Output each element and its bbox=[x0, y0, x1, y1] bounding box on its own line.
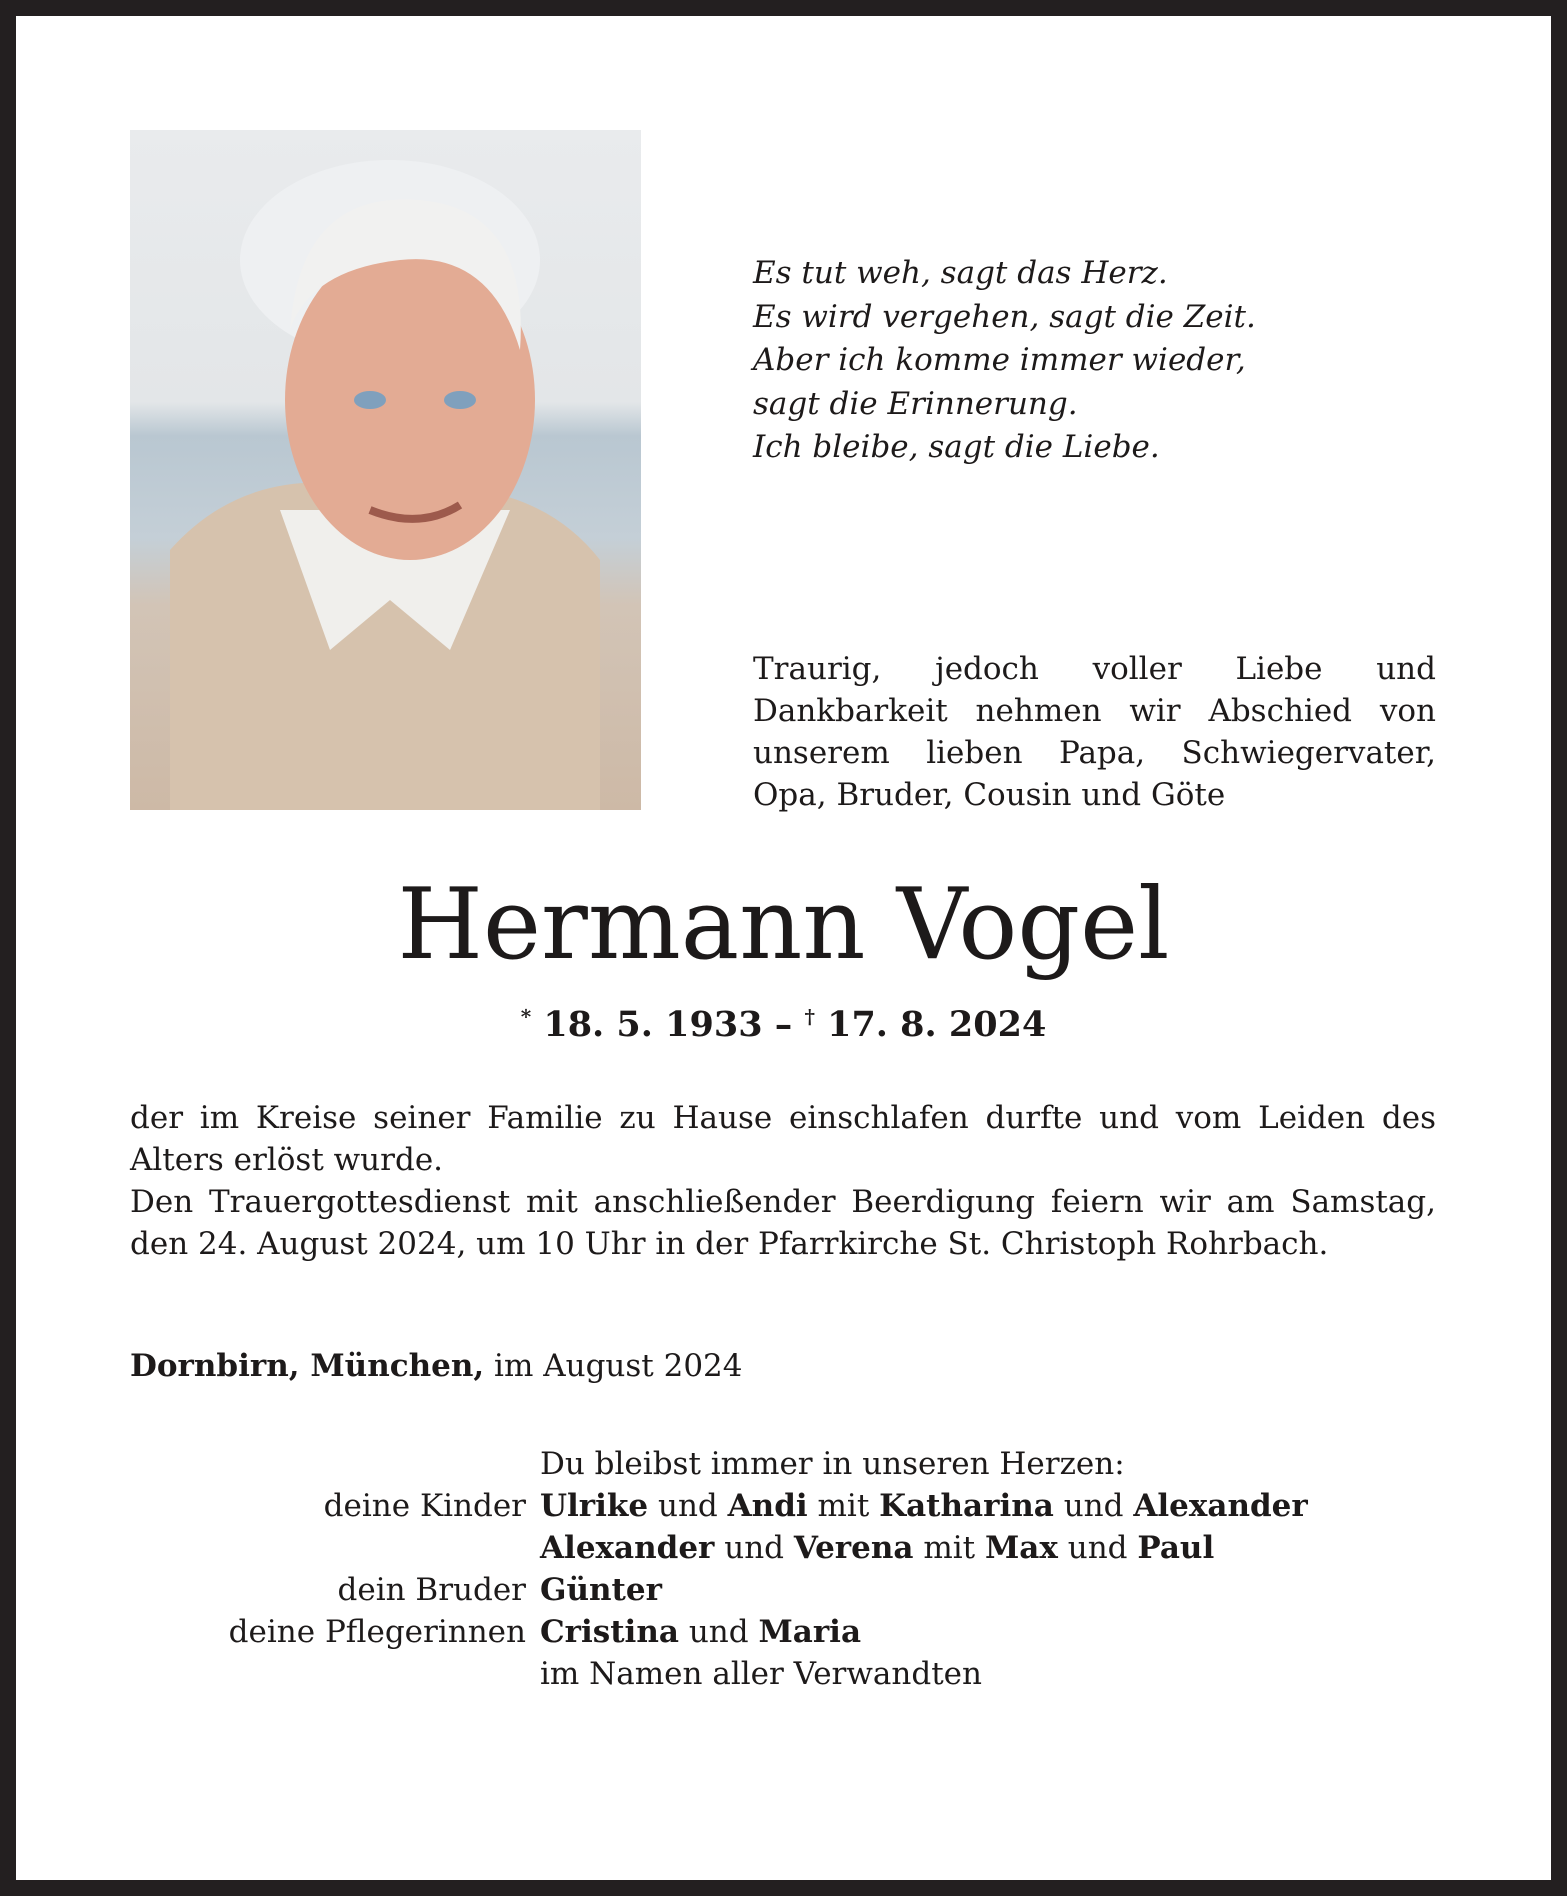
name: Max bbox=[984, 1530, 1058, 1566]
conj: und bbox=[648, 1488, 728, 1524]
conj: und bbox=[1053, 1488, 1134, 1524]
portrait-photo bbox=[130, 130, 641, 810]
body-paragraph: Den Trauergottesdienst mit anschließender Beerdigung feiern wir am Samstag, den 24. August 2024, um 10 Uhr in der Pfarrkirche St. Christoph Rohrbach. bbox=[130, 1184, 1436, 1262]
pfleger-names bbox=[540, 1611, 861, 1653]
death-symbol: † bbox=[804, 1004, 815, 1029]
name: Maria bbox=[758, 1614, 862, 1650]
signoff bbox=[0, 1443, 1567, 1695]
closing-line: im Namen aller Verwandten bbox=[540, 1656, 982, 1692]
conj: mit bbox=[807, 1488, 880, 1524]
name: Verena bbox=[793, 1530, 914, 1566]
name: Alexander bbox=[1133, 1488, 1308, 1524]
poem-line: Es wird vergehen, sagt die Zeit. bbox=[753, 298, 1256, 335]
birth-date: 18. 5. 1933 bbox=[543, 1004, 763, 1045]
conj: und bbox=[678, 1614, 759, 1650]
place-date bbox=[130, 1348, 743, 1384]
poem-line: sagt die Erinnerung. bbox=[753, 385, 1078, 422]
name: Katharina bbox=[879, 1488, 1054, 1524]
conj: und bbox=[714, 1530, 794, 1566]
signoff-heading: Du bleibst immer in unseren Herzen: bbox=[540, 1446, 1125, 1482]
kinder-names-1 bbox=[540, 1485, 1308, 1527]
bruder-label: dein Bruder bbox=[337, 1572, 526, 1608]
name: Alexander bbox=[540, 1530, 715, 1566]
poem-line: Aber ich komme immer wieder, bbox=[753, 342, 1246, 378]
conj: und bbox=[1057, 1530, 1138, 1566]
kinder-label: deine Kinder bbox=[323, 1488, 526, 1524]
body-paragraph: der im Kreise seiner Familie zu Hause einschlafen durfte und vom Leiden des Alters erlöst wurde. bbox=[130, 1100, 1436, 1178]
name: Cristina bbox=[540, 1614, 679, 1650]
poem-line: Ich bleibe, sagt die Liebe. bbox=[753, 429, 1160, 465]
name: Andi bbox=[727, 1488, 808, 1524]
kinder-names-2 bbox=[540, 1527, 1214, 1569]
pfleger-label: deine Pflegerinnen bbox=[228, 1614, 526, 1650]
deceased-name: Hermann Vogel bbox=[397, 868, 1170, 982]
intro-text: Traurig, jedoch voller Liebe und Dankbarkeit nehmen wir Abschied von unserem lieben Papa, Schwiegervater, Opa, Bruder, Cousin und Göte bbox=[753, 651, 1436, 813]
life-dates bbox=[0, 1004, 1567, 1045]
body-text bbox=[130, 1097, 1436, 1265]
bruder-name: Günter bbox=[540, 1572, 662, 1608]
birth-symbol: * bbox=[520, 1004, 532, 1029]
poem bbox=[753, 252, 1256, 470]
place-date-rest: im August 2024 bbox=[484, 1348, 743, 1384]
place-names: Dornbirn, München, bbox=[130, 1348, 485, 1384]
poem-line: Es tut weh, sagt das Herz. bbox=[753, 255, 1168, 291]
name: Paul bbox=[1137, 1530, 1215, 1566]
date-dash: – bbox=[762, 1004, 805, 1045]
conj: mit bbox=[913, 1530, 985, 1566]
death-date: 17. 8. 2024 bbox=[827, 1004, 1047, 1045]
name: Ulrike bbox=[540, 1488, 649, 1524]
